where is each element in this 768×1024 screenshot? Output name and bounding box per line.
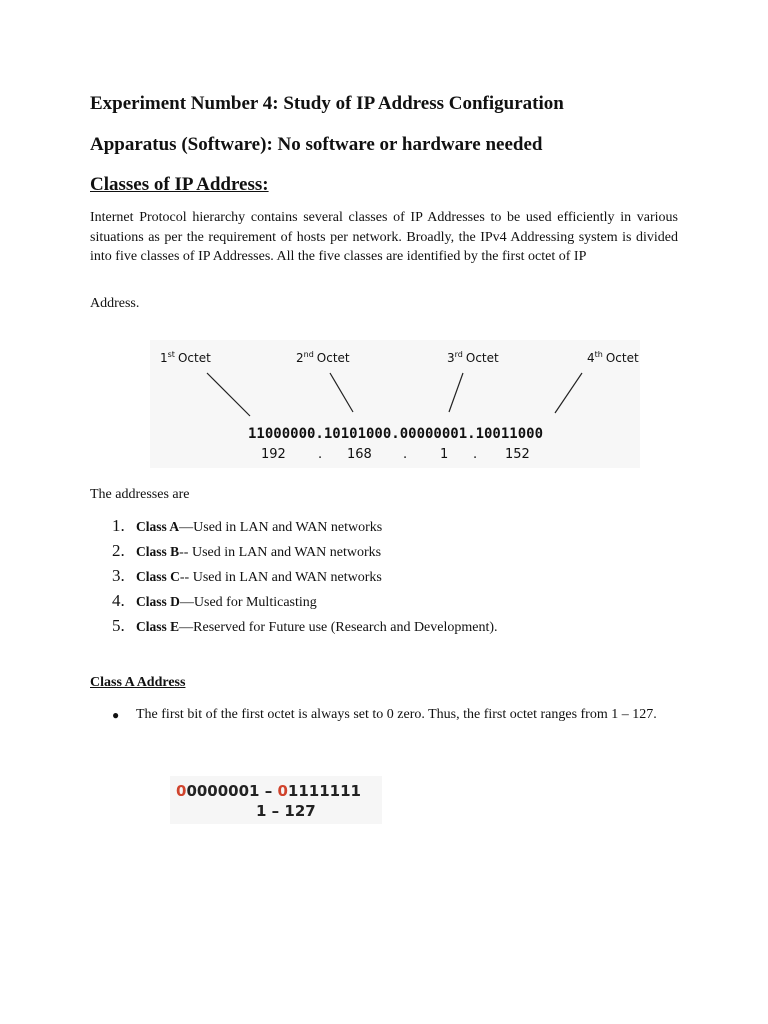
binary-start-red-bit: 0 [176, 782, 187, 800]
octet-connector-1 [207, 373, 250, 416]
class-name: Class A [136, 519, 180, 534]
octet-label-4: 4th Octet [587, 350, 639, 365]
decimal-octet-2: 168 [347, 447, 372, 462]
octet-label-2: 2nd Octet [296, 350, 350, 365]
octet-label-3: 3rd Octet [447, 350, 499, 365]
list-number: 2. [112, 541, 125, 560]
list-item [112, 566, 498, 591]
binary-end-red-bit: 0 [277, 782, 288, 800]
class-name: Class E [136, 619, 180, 634]
class-description: —Used for Multicasting [179, 595, 317, 610]
addresses-intro: The addresses are [90, 487, 190, 502]
decimal-dot-1: . [318, 447, 323, 462]
intro-paragraph: Internet Protocol hierarchy contains several classes of IP Addresses to be used efficiently in various situations as per the requirement of hosts per network. Broadly, the IPv4 Addressing system is divided into five classes of IP Addresses. All the five classes are identified by the first octet of IP [90, 210, 678, 264]
octet-connector-3 [449, 373, 463, 412]
class-description: -- Used in LAN and WAN networks [179, 570, 382, 585]
bullet-icon: ● [112, 708, 120, 722]
class-description: —Used in LAN and WAN networks [179, 520, 383, 535]
list-number: 5. [112, 616, 125, 635]
decimal-dot-2: . [403, 447, 408, 462]
class-name: Class C [136, 569, 180, 584]
decimal-dot-3: . [473, 447, 478, 462]
octet-connector-4 [555, 373, 582, 413]
list-number: 4. [112, 591, 125, 610]
class-description: -- Used in LAN and WAN networks [179, 545, 382, 560]
list-item [112, 616, 498, 641]
list-number: 3. [112, 566, 125, 585]
intro-address-word: Address. [90, 296, 140, 311]
decimal-octet-1: 192 [261, 447, 286, 462]
binary-separator: – [259, 782, 278, 800]
decimal-octet-4: 152 [505, 447, 530, 462]
octet-label-1: 1st Octet [160, 350, 211, 365]
class-name: Class B [136, 544, 180, 559]
octet-figure [150, 340, 640, 468]
binary-end-rest: 1111111 [287, 782, 361, 800]
decimal-range: 1 – 127 [256, 802, 316, 820]
class-name: Class D [136, 594, 180, 609]
class-a-range-figure [170, 776, 382, 824]
class-a-bullet [112, 705, 682, 725]
list-number: 1. [112, 516, 125, 535]
octet-connector-2 [330, 373, 353, 412]
class-description: —Reserved for Future use (Research and Development). [179, 620, 498, 635]
experiment-title: Experiment Number 4: Study of IP Address Configuration [90, 93, 564, 114]
class-list [112, 516, 498, 641]
binary-range [176, 782, 361, 800]
binary-address: 11000000.10101000.00000001.10011000 [248, 426, 544, 442]
binary-start-rest: 0000001 [186, 782, 260, 800]
list-item [112, 516, 498, 541]
list-item [112, 541, 498, 566]
apparatus-heading: Apparatus (Software): No software or hardware needed [90, 134, 543, 155]
bullet-text: The first bit of the first octet is always set to 0 zero. Thus, the first octet ranges from 1 – 127. [136, 707, 657, 722]
class-a-heading: Class A Address [90, 675, 186, 690]
decimal-octet-3: 1 [440, 447, 449, 462]
classes-heading: Classes of IP Address: [90, 174, 269, 195]
list-item [112, 591, 498, 616]
